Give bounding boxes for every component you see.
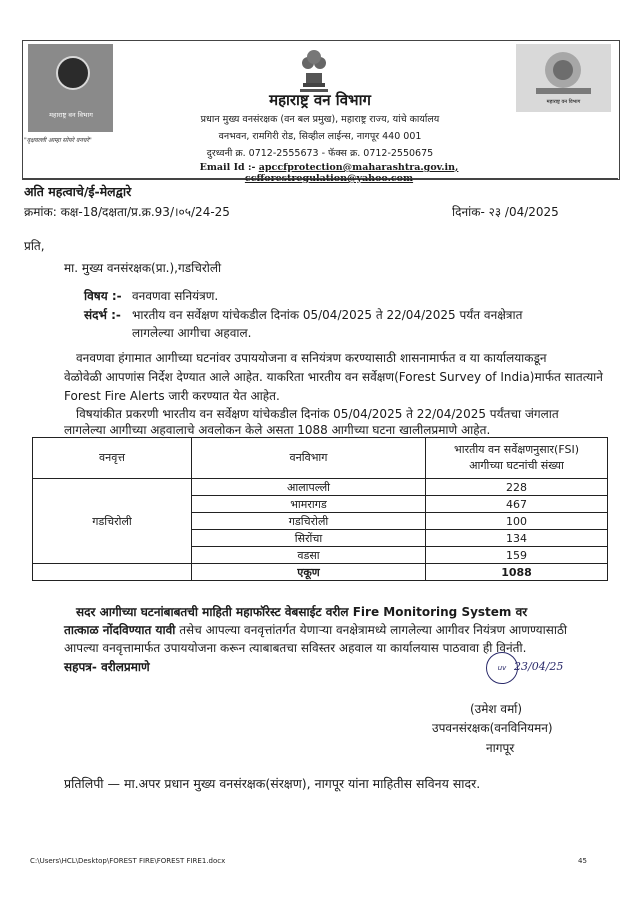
closing-line-1: सदर आगीच्या घटनांबाबतची माहिती महाफॉरेस्ट वेबसाईट वरील Fire Monitoring System वर bbox=[76, 605, 528, 619]
initials-stamp: uv bbox=[486, 652, 518, 684]
page-number: 45 bbox=[578, 857, 587, 865]
signature-date: 23/04/25 bbox=[514, 660, 564, 673]
table-row bbox=[33, 479, 608, 496]
closing-line-2 bbox=[64, 621, 608, 640]
reference-line-2: लागलेल्या आगीचा अहवाल. bbox=[132, 326, 252, 340]
table-total-row bbox=[33, 564, 608, 581]
motto: "वृक्षवल्ली आम्हा सोयरे वनचरे" bbox=[24, 137, 92, 144]
division-cell: वडसा bbox=[192, 547, 426, 564]
forest-department-logo bbox=[28, 44, 113, 132]
office-line: प्रधान मुख्य वनसंरक्षक (वन बल प्रमुख), महाराष्ट्र राज्य, यांचे कार्यालय bbox=[200, 114, 440, 125]
para1-line-3: Forest Fire Alerts जारी करण्यात येत आहेत. bbox=[64, 389, 280, 403]
left-logo-text: महाराष्ट्र वन विभाग bbox=[49, 111, 93, 119]
email-link-2[interactable]: ccfforestregulation@yahoo.com bbox=[244, 173, 414, 184]
fire-incidents-table bbox=[32, 437, 608, 581]
state-emblem-icon bbox=[294, 43, 334, 93]
file-path: C:\Users\HCL\Desktop\FOREST FIRE\FOREST FIRE1.docx bbox=[30, 857, 226, 865]
urgency-label: अति महत्वाचे/ई-मेलद्वारे bbox=[24, 184, 132, 199]
letterhead-divider bbox=[22, 178, 618, 179]
division-cell: भामरागड bbox=[192, 496, 426, 513]
email-label: Email Id :- bbox=[199, 162, 256, 173]
emblem-icon bbox=[56, 56, 90, 90]
count-cell: 467 bbox=[426, 496, 608, 513]
reference-line-1: भारतीय वन सर्वेक्षण यांचेकडील दिनांक 05/04/2025 ते 22/04/2025 पर्यंत वनक्षेत्रात bbox=[132, 308, 523, 322]
reference-label: संदर्भ :- bbox=[84, 308, 121, 322]
count-cell: 134 bbox=[426, 530, 608, 547]
reference-number: क्रमांक: कक्ष-18/दक्षता/प्र.क्र.93/।०५/24-25 bbox=[24, 205, 230, 219]
division-cell: सिरोंचा bbox=[192, 530, 426, 547]
subject-text: वनवणवा सनियंत्रण. bbox=[132, 289, 219, 303]
para1-line-2: वेळोवेळी आपणांस निर्देश देण्यात आले आहेत. याकरिता भारतीय वन सर्वेक्षण(Forest Survey of India)मार्फत सातत्याने bbox=[64, 370, 603, 384]
para2-line-2: लागलेल्या आगीच्या अहवालाचे अवलोकन केले असता 1088 आगीच्या घटना खालीलप्रमाणे आहेत. bbox=[64, 423, 491, 437]
division-cell: आलापल्ली bbox=[192, 479, 426, 496]
count-cell: 159 bbox=[426, 547, 608, 564]
department-title: महाराष्ट्र वन विभाग bbox=[269, 91, 371, 109]
subject-label: विषय :- bbox=[84, 289, 122, 303]
copy-to: प्रतिलिपी — मा.अपर प्रधान मुख्य वनसंरक्षक(संरक्षण), नागपूर यांना माहितीस सविनय सादर. bbox=[64, 776, 481, 791]
total-empty-cell bbox=[33, 564, 192, 581]
prati-label: प्रति, bbox=[24, 239, 45, 253]
count-cell: 228 bbox=[426, 479, 608, 496]
closing-line-2-rest: तसेच आपल्या वनवृत्तांतर्गत येणाऱ्या वनक्षेत्रामध्ये लागलेल्या आगीवर नियंत्रण आणण्यासाठी bbox=[175, 623, 568, 637]
recipient: मा. मुख्य वनसंरक्षक(प्रा.),गडचिरोली bbox=[64, 261, 222, 275]
email-line bbox=[134, 162, 524, 184]
total-value: 1088 bbox=[426, 564, 608, 581]
col-header-fsi-line-1: भारतीय वन सर्वेक्षणनुसार(FSI) bbox=[453, 443, 580, 456]
col-header-fsi-line-2: आगीच्या घटनांची संख्या bbox=[469, 459, 564, 472]
forest-force-logo bbox=[516, 44, 611, 112]
phone-line: दुरध्वनी क्र. 0712-2555673 - फॅक्स क्र. 0712-2550675 bbox=[206, 148, 434, 159]
closing-line-3: आपल्या वनवृत्तामार्फत उपाययोजना करून त्याबाबतचा सविस्तर अहवाल या कार्यालयास पाठवावा ही विनंती. bbox=[64, 641, 527, 655]
signatory-name: (उमेश वर्मा) bbox=[470, 702, 523, 716]
circle-cell: गडचिरोली bbox=[33, 479, 192, 564]
signatory-designation: उपवनसंरक्षक(वनविनियमन) bbox=[432, 721, 553, 735]
letter-date: दिनांक- २३ /04/2025 bbox=[452, 205, 559, 219]
division-cell: गडचिरोली bbox=[192, 513, 426, 530]
col-header-fsi bbox=[426, 438, 608, 479]
col-header-circle: वनवृत्त bbox=[33, 438, 192, 479]
count-cell: 100 bbox=[426, 513, 608, 530]
col-header-division: वनविभाग bbox=[192, 438, 426, 479]
para2-line-1: विषयांकीत प्रकरणी भारतीय वन सर्वेक्षण यांचेकडील दिनांक 05/04/2025 ते 22/04/2025 पर्यंतचा जंगलात bbox=[76, 407, 559, 421]
signatory-place: नागपूर bbox=[486, 741, 515, 755]
total-label: एकूण bbox=[192, 564, 426, 581]
address-line: वनभवन, रामगिरी रोड, सिव्हील लाईन्स, नागपूर 440 001 bbox=[218, 131, 422, 142]
tiger-crest-icon bbox=[516, 44, 611, 98]
closing-emphasis: तात्काळ नोंदविण्यात यावी bbox=[64, 623, 176, 637]
email-link-1[interactable]: apccfprotection@maharashtra.gov.in, bbox=[258, 162, 459, 173]
right-logo-caption: महाराष्ट्र वन विभाग bbox=[546, 99, 581, 105]
table-header-row bbox=[33, 438, 608, 479]
para1-line-1: वनवणवा हंगामात आगीच्या घटनांवर उपाययोजना व सनियंत्रण करण्यासाठी शासनामार्फत व या कार्यालयाकडून bbox=[76, 351, 547, 365]
enclosure-note: सहपत्र- वरीलप्रमाणे bbox=[64, 660, 150, 674]
